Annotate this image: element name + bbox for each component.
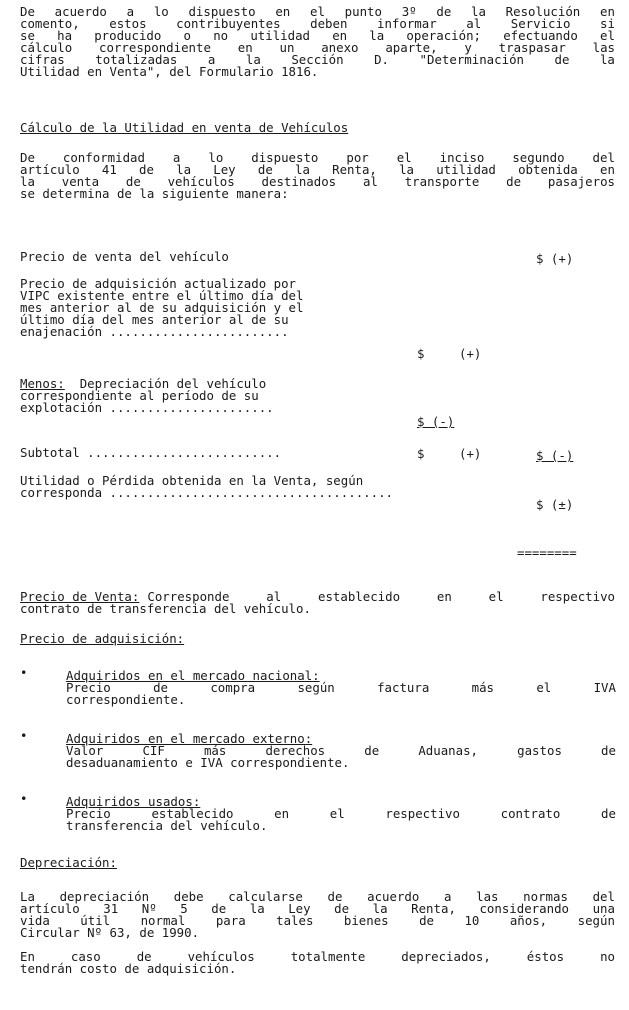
bullet-title: Adquiridos en el mercado nacional: bbox=[66, 668, 320, 683]
word: útil bbox=[80, 913, 111, 928]
word: 5 bbox=[180, 901, 188, 916]
text-line: mes anterior al de su adquisición y el bbox=[20, 300, 304, 315]
precio-venta-definition bbox=[20, 591, 615, 615]
word: respectivo bbox=[385, 806, 460, 821]
word: según bbox=[577, 913, 615, 928]
word: el bbox=[600, 28, 615, 43]
text-line: Utilidad o Pérdida obtenida en la Venta, según bbox=[20, 473, 364, 488]
word: a bbox=[126, 4, 135, 19]
word: Corresponde bbox=[147, 589, 230, 604]
precio-adquisicion-heading: Precio de adquisición: bbox=[20, 631, 185, 646]
bullet-icon: • bbox=[20, 665, 28, 680]
word: cálculo bbox=[20, 40, 73, 55]
word: estos bbox=[109, 16, 147, 31]
word: en bbox=[237, 40, 253, 55]
word: a bbox=[207, 52, 216, 67]
word: deben bbox=[310, 16, 348, 31]
bullet-title: Adquiridos usados: bbox=[66, 794, 201, 809]
text-line: Depreciación del vehículo bbox=[79, 376, 267, 391]
word: vehículos bbox=[187, 949, 255, 964]
word: las bbox=[592, 40, 615, 55]
word: artículo bbox=[20, 162, 80, 177]
word: 10 bbox=[464, 913, 480, 928]
subtotal-label: Subtotal .......................... bbox=[20, 445, 282, 460]
word: en bbox=[600, 4, 615, 19]
word: CIF bbox=[142, 743, 165, 758]
word: 41 bbox=[101, 162, 117, 177]
word: efectuando bbox=[503, 28, 578, 43]
word: 3º bbox=[401, 4, 417, 19]
word: la bbox=[294, 162, 310, 177]
bullet-icon: • bbox=[20, 728, 28, 743]
word: la bbox=[176, 162, 192, 177]
precio-venta-sign: $ (+) bbox=[536, 251, 574, 266]
word: de bbox=[327, 889, 343, 904]
word: si bbox=[599, 16, 615, 31]
precio-adquisicion-block bbox=[20, 278, 303, 338]
word: D. bbox=[374, 52, 390, 67]
precio-venta-def-label: Precio de Venta: bbox=[20, 589, 140, 604]
menos-label: Menos: bbox=[20, 376, 65, 391]
bullet-item-externo bbox=[66, 733, 616, 769]
word: la bbox=[599, 52, 615, 67]
word: el bbox=[396, 150, 412, 165]
word: pasajeros bbox=[547, 174, 615, 189]
adquisicion-dollar: $ bbox=[417, 346, 425, 361]
subtotal-dollar: $ bbox=[417, 446, 425, 461]
word: de bbox=[334, 901, 350, 916]
word: contribuyentes bbox=[176, 16, 281, 31]
word: inciso bbox=[439, 150, 485, 165]
double-rule: ======== bbox=[517, 545, 577, 560]
word: compra bbox=[210, 680, 256, 695]
word: el bbox=[329, 806, 345, 821]
word: depreciación bbox=[59, 889, 150, 904]
word: de bbox=[125, 174, 141, 189]
text-line: Precio de adquisición actualizado por bbox=[20, 276, 297, 291]
word: éstos bbox=[526, 949, 565, 964]
word: del bbox=[592, 150, 615, 165]
text-line: correspondiente. bbox=[66, 692, 186, 707]
word: establecido bbox=[318, 589, 401, 604]
word: al bbox=[266, 589, 282, 604]
word: obtenida bbox=[518, 162, 578, 177]
word: a bbox=[443, 889, 452, 904]
word: el bbox=[536, 680, 552, 695]
word: o bbox=[183, 28, 192, 43]
word: vida bbox=[20, 913, 50, 928]
text-line: se determina de la siguiente manera: bbox=[20, 186, 289, 201]
word: totalmente bbox=[290, 949, 366, 964]
adquisicion-sign: (+) bbox=[459, 346, 482, 361]
word: se bbox=[20, 28, 35, 43]
word: contrato bbox=[500, 806, 561, 821]
word: En bbox=[20, 949, 35, 964]
word: según bbox=[297, 680, 335, 695]
word: del bbox=[592, 889, 615, 904]
word: la bbox=[20, 174, 35, 189]
word: de bbox=[436, 4, 452, 19]
word: Valor bbox=[66, 743, 104, 758]
word: la bbox=[369, 28, 385, 43]
word: Precio bbox=[66, 680, 111, 695]
word: para bbox=[215, 913, 246, 928]
word: segundo bbox=[512, 150, 565, 165]
word: al bbox=[362, 174, 378, 189]
word: al bbox=[466, 16, 482, 31]
text-line: enajenación ........................ bbox=[20, 324, 289, 339]
word: De bbox=[20, 4, 35, 19]
word: utilidad bbox=[250, 28, 310, 43]
bullet-icon: • bbox=[20, 791, 28, 806]
text-line: desaduanamiento e IVA correspondiente. bbox=[66, 755, 350, 770]
word: Ley bbox=[213, 162, 236, 177]
text-line: explotación ...................... bbox=[20, 400, 274, 415]
word: vehículos bbox=[167, 174, 235, 189]
word: comento, bbox=[20, 16, 80, 31]
word: venta bbox=[61, 174, 100, 189]
word: de bbox=[153, 680, 169, 695]
word: de bbox=[601, 743, 616, 758]
text-line: último día del mes anterior al de su bbox=[20, 312, 289, 327]
word: IVA bbox=[593, 680, 616, 695]
word: la bbox=[399, 162, 414, 177]
word: Precio bbox=[66, 806, 111, 821]
word: Resolución bbox=[505, 4, 581, 19]
word: una bbox=[592, 901, 615, 916]
conformidad-paragraph bbox=[20, 152, 615, 200]
word: Servicio bbox=[510, 16, 571, 31]
word: en bbox=[436, 589, 452, 604]
word: correspondiente bbox=[99, 40, 211, 55]
word: Renta, bbox=[411, 901, 456, 916]
word: en bbox=[599, 162, 615, 177]
word: establecido bbox=[151, 806, 234, 821]
word: a bbox=[172, 150, 181, 165]
text-line: transferencia del vehículo. bbox=[66, 818, 268, 833]
word: de bbox=[139, 162, 154, 177]
precio-venta-label: Precio de venta del vehículo bbox=[20, 249, 229, 264]
menos-block bbox=[20, 378, 274, 414]
word: la bbox=[245, 52, 261, 67]
bullet-title: Adquiridos en el mercado externo: bbox=[66, 731, 313, 746]
word: De bbox=[20, 150, 35, 165]
utilidad-sign: $ (±) bbox=[536, 497, 574, 512]
word: punto bbox=[344, 4, 382, 19]
word: conformidad bbox=[62, 150, 145, 165]
word: tales bbox=[276, 913, 314, 928]
word: gastos bbox=[517, 743, 562, 758]
word: 31 bbox=[103, 901, 119, 916]
bullet-item-nacional bbox=[66, 670, 616, 706]
word: lo bbox=[208, 150, 224, 165]
word: "Determinación bbox=[419, 52, 524, 67]
section-heading-calculo: Cálculo de la Utilidad en venta de Vehículos bbox=[20, 120, 349, 135]
word: aparte, bbox=[385, 40, 438, 55]
word: de bbox=[136, 949, 152, 964]
word: Renta, bbox=[332, 162, 377, 177]
word: en bbox=[274, 806, 290, 821]
word: factura bbox=[377, 680, 430, 695]
word: bienes bbox=[343, 913, 389, 928]
word: Ley bbox=[288, 901, 311, 916]
word: de bbox=[364, 743, 380, 758]
word: La bbox=[20, 889, 35, 904]
word: depreciados, bbox=[401, 949, 491, 964]
word: Aduanas, bbox=[418, 743, 479, 758]
text-line: Utilidad en Venta", del Formulario 1816. bbox=[20, 64, 319, 79]
word: la bbox=[249, 901, 265, 916]
word: la bbox=[372, 901, 388, 916]
word: de bbox=[257, 162, 273, 177]
text-line: Circular Nº 63, de 1990. bbox=[20, 925, 200, 940]
word: acuerdo bbox=[54, 4, 107, 19]
word: producido bbox=[94, 28, 162, 43]
word: acuerdo bbox=[367, 889, 420, 904]
intro-paragraph bbox=[20, 6, 615, 78]
word: dispuesto bbox=[188, 4, 256, 19]
word: caso bbox=[70, 949, 101, 964]
word: respectivo bbox=[540, 589, 615, 604]
text-line: contrato de transferencia del vehículo. bbox=[20, 601, 311, 616]
word: informar bbox=[377, 16, 437, 31]
word: lo bbox=[153, 4, 169, 19]
word: considerando bbox=[479, 901, 569, 916]
word: no bbox=[213, 28, 229, 43]
word: de bbox=[506, 174, 522, 189]
word: Nº bbox=[141, 901, 157, 916]
subtotal-sign: (+) bbox=[459, 446, 482, 461]
word: por bbox=[346, 150, 369, 165]
word: destinados bbox=[261, 174, 337, 189]
word: traspasar bbox=[498, 40, 566, 55]
word: el bbox=[488, 589, 504, 604]
word: no bbox=[600, 949, 615, 964]
word: de bbox=[419, 913, 435, 928]
word: un bbox=[279, 40, 295, 55]
word: la bbox=[471, 4, 486, 19]
word: Sección bbox=[291, 52, 344, 67]
word: y bbox=[464, 40, 472, 55]
text-line: tendrán costo de adquisición. bbox=[20, 961, 237, 976]
text-line: VIPC existente entre el último día del bbox=[20, 288, 304, 303]
word: anexo bbox=[321, 40, 359, 55]
depreciacion-heading: Depreciación: bbox=[20, 855, 117, 870]
word: ha bbox=[57, 28, 73, 43]
word: derechos bbox=[265, 743, 326, 758]
word: en bbox=[332, 28, 348, 43]
word: de bbox=[554, 52, 570, 67]
word: totalizadas bbox=[95, 52, 178, 67]
text-line: correspondiente al período de su bbox=[20, 388, 259, 403]
vehiculos-depreciados-paragraph bbox=[20, 951, 615, 975]
word: en bbox=[275, 4, 291, 19]
depreciacion-paragraph bbox=[20, 891, 615, 939]
menos-amount: $ (-) bbox=[417, 414, 455, 429]
word: normas bbox=[523, 889, 568, 904]
bullet-item-usados bbox=[66, 796, 616, 832]
utilidad-block bbox=[20, 475, 393, 499]
word: años, bbox=[509, 913, 548, 928]
subtotal-right-amount: $ (-) bbox=[536, 448, 574, 463]
word: más bbox=[203, 743, 227, 758]
word: calcularse bbox=[228, 889, 303, 904]
word: de bbox=[601, 806, 616, 821]
word: operación; bbox=[406, 28, 482, 43]
word: utilidad bbox=[436, 162, 496, 177]
word: el bbox=[310, 4, 325, 19]
text-line: corresponda ...................................... bbox=[20, 485, 393, 500]
word: artículo bbox=[20, 901, 80, 916]
word: dispuesto bbox=[251, 150, 319, 165]
word: más bbox=[471, 680, 495, 695]
word: normal bbox=[140, 913, 186, 928]
word: de bbox=[211, 901, 227, 916]
word: cifras bbox=[20, 52, 65, 67]
word: transporte bbox=[404, 174, 480, 189]
word: debe bbox=[173, 889, 204, 904]
word: las bbox=[476, 889, 499, 904]
